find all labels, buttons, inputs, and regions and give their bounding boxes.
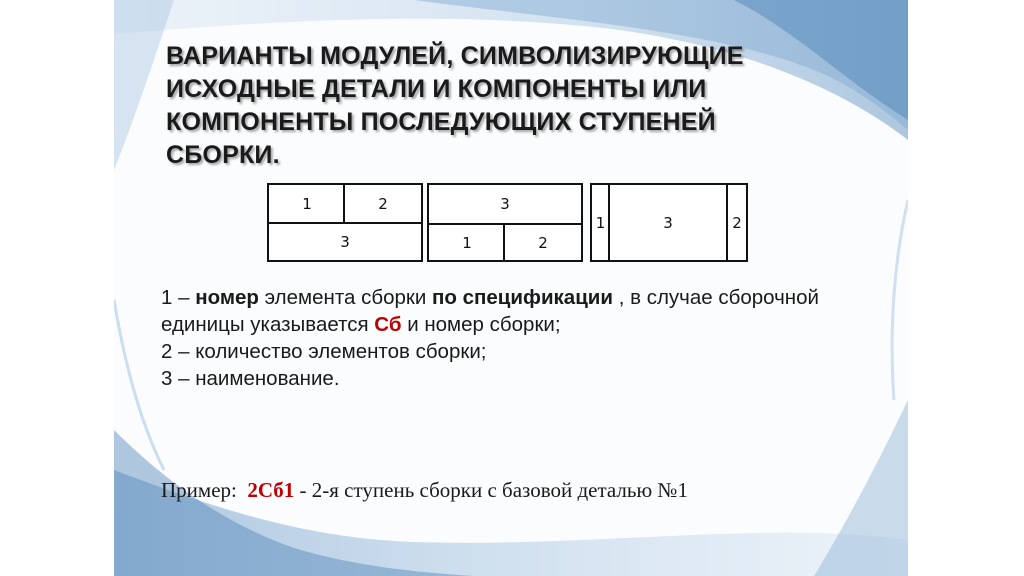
legend-item-1 <box>161 284 881 338</box>
title-line-3: КОМПОНЕНТЫ ПОСЛЕДУЮЩИХ СТУПЕНЕЙ <box>166 108 716 136</box>
legend-item-1-text-a: элемента сборки <box>264 286 427 309</box>
legend-item-1-text-c: и номер сборки; <box>407 313 561 336</box>
module-1-cell-number: 1 <box>302 194 312 213</box>
legend-item-1-red-sb: Сб <box>374 313 402 336</box>
example-text: - 2-я ступень сборки с базовой деталью №1 <box>299 478 688 502</box>
example-line <box>161 478 881 503</box>
legend-item-1-bold-spec: по спецификации <box>432 286 614 309</box>
legend-item-1-number: 1 – <box>161 286 190 309</box>
module-1-cell-name: 3 <box>340 233 350 251</box>
module-1-cell-quantity: 2 <box>378 194 388 213</box>
module-variant-3 <box>590 183 748 262</box>
legend-item-1-bold-number: номер <box>195 286 259 309</box>
title-line-4: СБОРКИ. <box>166 141 280 169</box>
example-code: 2Сб1 <box>247 478 295 502</box>
legend-item-1-text-b: , в случае сборочной единицы указывается <box>161 286 819 336</box>
module-2-cell-quantity: 2 <box>538 233 548 252</box>
module-variant-1 <box>267 183 423 262</box>
module-2-cell-name: 3 <box>500 195 510 213</box>
legend-description <box>161 284 881 392</box>
legend-item-2: 2 – количество элементов сборки; <box>161 340 487 363</box>
title-line-1: ВАРИАНТЫ МОДУЛЕЙ, СИМВОЛИЗИРУЮЩИЕ <box>166 42 744 70</box>
title-line-2: ИСХОДНЫЕ ДЕТАЛИ И КОМПОНЕНТЫ ИЛИ <box>166 75 707 103</box>
module-3-cell-name: 3 <box>663 213 673 232</box>
example-label: Пример: <box>161 478 237 502</box>
legend-item-3: 3 – наименование. <box>161 367 340 390</box>
slide-title <box>166 40 846 172</box>
slide <box>114 0 908 576</box>
module-2-cell-number: 1 <box>462 233 472 252</box>
module-3-cell-number: 1 <box>595 213 606 232</box>
module-3-cell-quantity: 2 <box>732 213 742 232</box>
module-variant-2 <box>427 183 583 262</box>
